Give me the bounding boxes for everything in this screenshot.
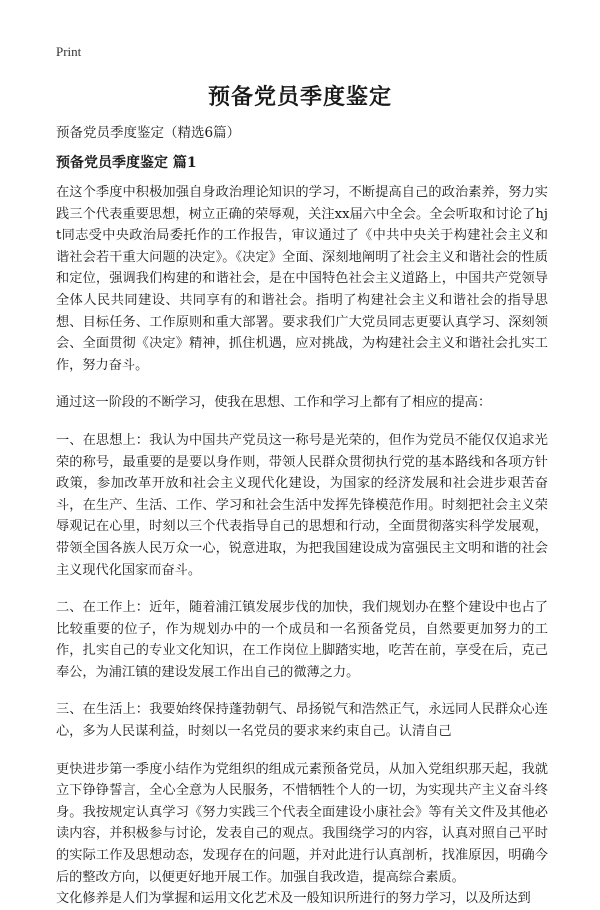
document-body — [56, 182, 548, 910]
body-paragraph: 文化修养是人们为掌握和运用文化艺术及一般知识所进行的努力学习，以及所达到 — [56, 891, 531, 907]
body-paragraph: 三、在生活上：我要始终保持蓬勃朝气、昂扬锐气和浩然正气，永远同人民群众心连心，多为人民谋利益，时刻以一名党员的要求来约束自己。认清自己 — [56, 702, 548, 740]
body-paragraph: 更快进步第一季度小结作为党组织的组成元素预备党员，从加入党组织那天起，我就立下铮铮誓言，全心全意为人民服务，不惜牺牲个人的一切，为实现共产主义奋斗终身。我按规定认真学习《努力实践三个代表全面建设小康社会》等有关文件及其他必读内容，并积极参与讨论，发表自己的观点。我围绕学习的内容，认真对照自己平时的实际工作及思想动态，发现存在的问题，并对此进行认真剖析，找准原因，明确今后的整改方向，以便更好地开展工作。加强自我改造，提高综合素质。 — [56, 761, 548, 885]
page-title: 预备党员季度鉴定 — [207, 84, 392, 110]
body-paragraph: 二、在工作上：近年，随着浦江镇发展步伐的加快，我们规划办在整个建设中也占了比较重要的位子，作为规划办中的一个成员和一名预备党员，自然要更加努力的工作，扎实自己的专业文化知识，在工作岗位上脚踏实地，吃苦在前，享受在后，克己奉公，为浦江镇的建设发展工作出自己的微薄之力。 — [56, 600, 548, 680]
body-paragraph: 在这个季度中积极加强自身政治理论知识的学习，不断提高自己的政治素养，努力实践三个代表重要思想，树立正确的荣辱观，关注xx届六中全会。全会听取和讨论了hjt同志受中央政治局委托作的工作报告，审议通过了《中共中央关于构建社会主义和谐社会若干重大问题的决定》。《决定》全面、深刻地阐明了社会主义和谐社会的性质和定位，强调我们构建的和谐社会，是在中国特色社会主义道路上，中国共产党领导全体人民共同建设、共同享有的和谐社会。指明了构建社会主义和谐社会的指导思想、目标任务、工作原则和重大部署。要求我们广大党员同志更要认真学习、深刻领会、全面贯彻《决定》精神，抓住机遇，应对挑战，为构建社会主义和谐社会扎实工作，努力奋斗。 — [56, 185, 548, 373]
print-link[interactable]: Print — [56, 44, 82, 59]
body-paragraph: 通过这一阶段的不断学习，使我在思想、工作和学习上都有了相应的提高： — [56, 395, 492, 411]
document-subtitle: 预备党员季度鉴定（精选6篇） — [56, 125, 241, 141]
section-heading: 预备党员季度鉴定 篇1 — [56, 155, 197, 171]
body-paragraph: 一、在思想上：我认为中国共产党员这一称号是光荣的，但作为党员不能仅仅追求光荣的称号，最重要的是要以身作则，带领人民群众贯彻执行党的基本路线和各项方针政策，参加改革开放和社会主义现代化建设，为国家的经济发展和社会进步艰苦奋斗，在生产、生活、工作、学习和社会生活中发挥先锋模范作用。时刻把社会主义荣辱观记在心里，时刻以三个代表指导自己的思想和行动，全面贯彻落实科学发展观，带领全国各族人民万众一心，锐意进取，为把我国建设成为富强民主文明和谐的社会主义现代化国家而奋斗。 — [56, 432, 548, 578]
